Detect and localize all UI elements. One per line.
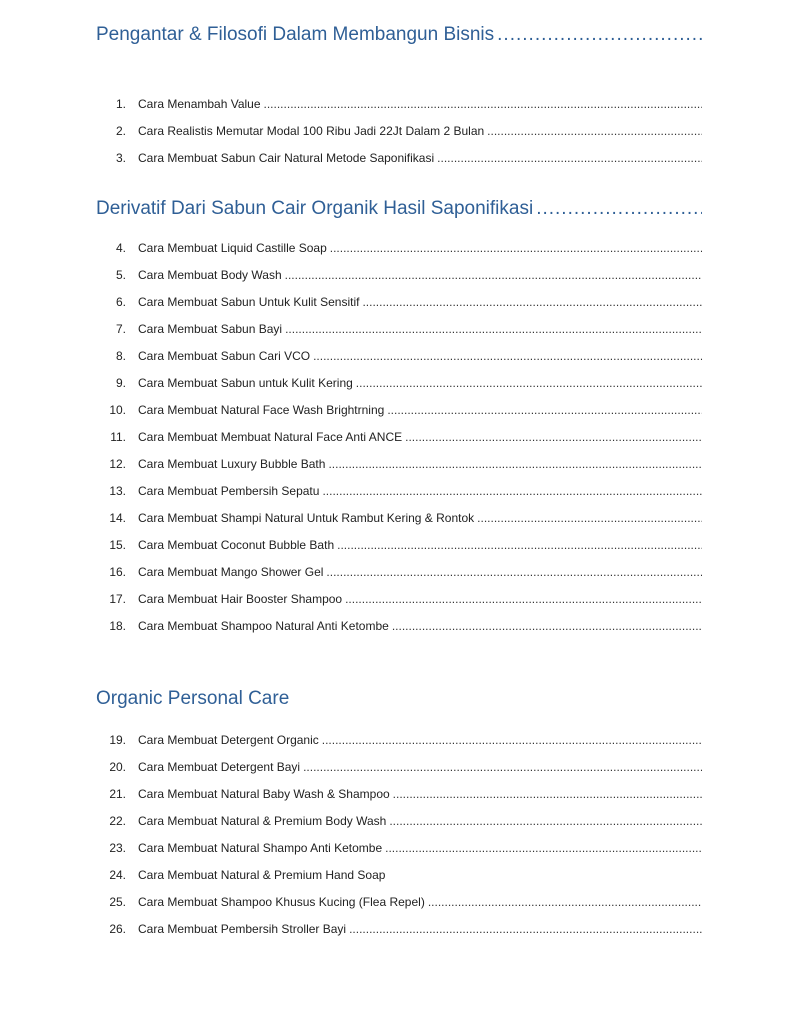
toc-entry[interactable] — [96, 428, 702, 446]
entry-leader-dots — [303, 758, 702, 776]
toc-entry[interactable] — [96, 293, 702, 311]
entry-leader-dots — [387, 401, 702, 419]
entry-leader-dots — [477, 509, 702, 527]
entry-number: 7. — [115, 322, 126, 336]
entry-label: Cara Membuat Natural Baby Wash & Shampoo — [138, 787, 390, 801]
entry-number: 25. — [109, 895, 126, 909]
entry-leader-dots — [393, 785, 702, 803]
entry-label: Cara Membuat Hair Booster Shampoo — [138, 592, 343, 606]
toc-entry[interactable] — [96, 347, 702, 365]
section-heading — [96, 196, 702, 222]
toc-section-organic-personal-care — [96, 686, 702, 936]
toc-entry[interactable] — [96, 812, 702, 830]
entry-label: Cara Membuat Liquid Castille Soap — [138, 241, 327, 255]
section-heading — [96, 686, 702, 712]
entry-label: Cara Realistis Memutar Modal 100 Ribu Jadi 22Jt Dalam 2 Bulan — [138, 124, 485, 138]
toc-entry[interactable] — [96, 266, 702, 284]
entry-number: 5. — [115, 268, 126, 282]
entry-number: 22. — [109, 814, 126, 828]
entry-label: Cara Membuat Body Wash — [138, 268, 282, 282]
entry-label: Cara Membuat Sabun Cari VCO — [138, 349, 311, 363]
entry-number: 11. — [110, 430, 126, 444]
entry-number: 21. — [109, 787, 126, 801]
entry-leader-dots — [385, 839, 702, 857]
entry-number: 26. — [109, 922, 126, 936]
section-heading-text: Derivatif Dari Sabun Cair Organik Hasil Saponifikasi — [96, 198, 534, 219]
toc-entry[interactable] — [96, 149, 702, 167]
section-heading-text: Pengantar & Filosofi Dalam Membangun Bisnis — [96, 24, 495, 45]
entry-leader-dots — [326, 563, 702, 581]
entry-leader-dots — [362, 293, 702, 311]
entry-number: 19. — [109, 733, 126, 747]
toc-entry[interactable] — [96, 617, 702, 635]
toc-entry[interactable] — [96, 401, 702, 419]
toc-entry[interactable] — [96, 536, 702, 554]
entry-leader-dots — [330, 239, 702, 257]
entry-number: 2. — [115, 124, 126, 138]
entry-number: 9. — [115, 376, 126, 390]
entry-number: 15. — [109, 538, 126, 552]
entry-leader-dots — [264, 95, 702, 113]
entry-label: Cara Membuat Shampi Natural Untuk Rambut Kering & Rontok — [138, 511, 475, 525]
toc-entry[interactable] — [96, 122, 702, 140]
entry-number: 12. — [109, 457, 126, 471]
entry-leader-dots — [392, 617, 702, 635]
entry-leader-dots — [356, 374, 702, 392]
heading-leader-dots — [497, 22, 702, 48]
toc-entry[interactable] — [96, 563, 702, 581]
toc-entry[interactable] — [96, 455, 702, 473]
toc-section-derivatif — [96, 196, 702, 633]
entry-leader-dots — [285, 320, 702, 338]
toc-entry[interactable] — [96, 893, 702, 911]
entry-label: Cara Membuat Natural & Premium Hand Soap — [138, 868, 386, 882]
entry-number: 4. — [115, 241, 126, 255]
entry-label: Cara Membuat Natural Shampo Anti Ketombe — [138, 841, 383, 855]
entry-number: 3. — [115, 151, 126, 165]
entry-number: 23. — [109, 841, 126, 855]
entry-label: Cara Membuat Sabun Untuk Kulit Sensitif — [138, 295, 360, 309]
entry-label: Cara Membuat Coconut Bubble Bath — [138, 538, 335, 552]
toc-entry[interactable] — [96, 482, 702, 500]
entry-label: Cara Membuat Shampoo Natural Anti Ketombe — [138, 619, 389, 633]
entry-label: Cara Membuat Sabun Cair Natural Metode Saponifikasi — [138, 151, 435, 165]
section-heading-text: Organic Personal Care — [96, 688, 290, 709]
entry-leader-dots — [487, 122, 702, 140]
entry-number: 16. — [109, 565, 126, 579]
entry-number: 14. — [109, 511, 126, 525]
entry-leader-dots — [389, 812, 702, 830]
entry-label: Cara Membuat Sabun untuk Kulit Kering — [138, 376, 353, 390]
entry-leader-dots — [322, 731, 702, 749]
entry-leader-dots — [428, 893, 702, 911]
toc-entry[interactable] — [96, 839, 702, 857]
entry-leader-dots — [345, 590, 702, 608]
entry-number: 24. — [109, 868, 126, 882]
toc-entry[interactable] — [96, 785, 702, 803]
entry-label: Cara Membuat Pembersih Sepatu — [138, 484, 320, 498]
toc-entry[interactable] — [96, 374, 702, 392]
toc-entry[interactable] — [96, 590, 702, 608]
entry-leader-dots — [337, 536, 702, 554]
entry-number: 1. — [115, 97, 126, 111]
toc-entry[interactable] — [96, 95, 702, 113]
toc-entry[interactable] — [96, 320, 702, 338]
toc-entry[interactable] — [96, 866, 702, 884]
entry-number: 8. — [115, 349, 126, 363]
toc-section-pengantar — [96, 22, 702, 165]
entry-leader-dots — [437, 149, 702, 167]
entry-number: 10. — [109, 403, 126, 417]
section-heading — [96, 22, 702, 48]
entry-number: 20. — [109, 760, 126, 774]
entry-label: Cara Membuat Mango Shower Gel — [138, 565, 324, 579]
entry-leader-dots — [322, 482, 702, 500]
entry-leader-dots — [285, 266, 702, 284]
toc-entry[interactable] — [96, 731, 702, 749]
entry-label: Cara Membuat Sabun Bayi — [138, 322, 283, 336]
entry-number: 17. — [109, 592, 126, 606]
entry-leader-dots — [328, 455, 702, 473]
toc-entry[interactable] — [96, 920, 702, 938]
entry-leader-dots — [313, 347, 702, 365]
entry-label: Cara Membuat Membuat Natural Face Anti ANCE — [138, 430, 403, 444]
entry-label: Cara Membuat Natural Face Wash Brightrning — [138, 403, 385, 417]
toc-entry[interactable] — [96, 509, 702, 527]
entry-label: Cara Membuat Luxury Bubble Bath — [138, 457, 326, 471]
entry-label: Cara Membuat Natural & Premium Body Wash — [138, 814, 387, 828]
entry-label: Cara Membuat Shampoo Khusus Kucing (Flea Repel) — [138, 895, 425, 909]
entry-number: 13. — [109, 484, 126, 498]
entry-leader-dots — [405, 428, 702, 446]
entry-number: 18. — [109, 619, 126, 633]
entry-label: Cara Membuat Pembersih Stroller Bayi — [138, 922, 347, 936]
entry-label: Cara Menambah Value — [138, 97, 261, 111]
heading-leader-dots — [536, 196, 702, 222]
toc-entry[interactable] — [96, 239, 702, 257]
toc-entry[interactable] — [96, 758, 702, 776]
entry-label: Cara Membuat Detergent Bayi — [138, 760, 301, 774]
entry-label: Cara Membuat Detergent Organic — [138, 733, 319, 747]
entry-number: 6. — [115, 295, 126, 309]
entry-leader-dots — [349, 920, 702, 938]
